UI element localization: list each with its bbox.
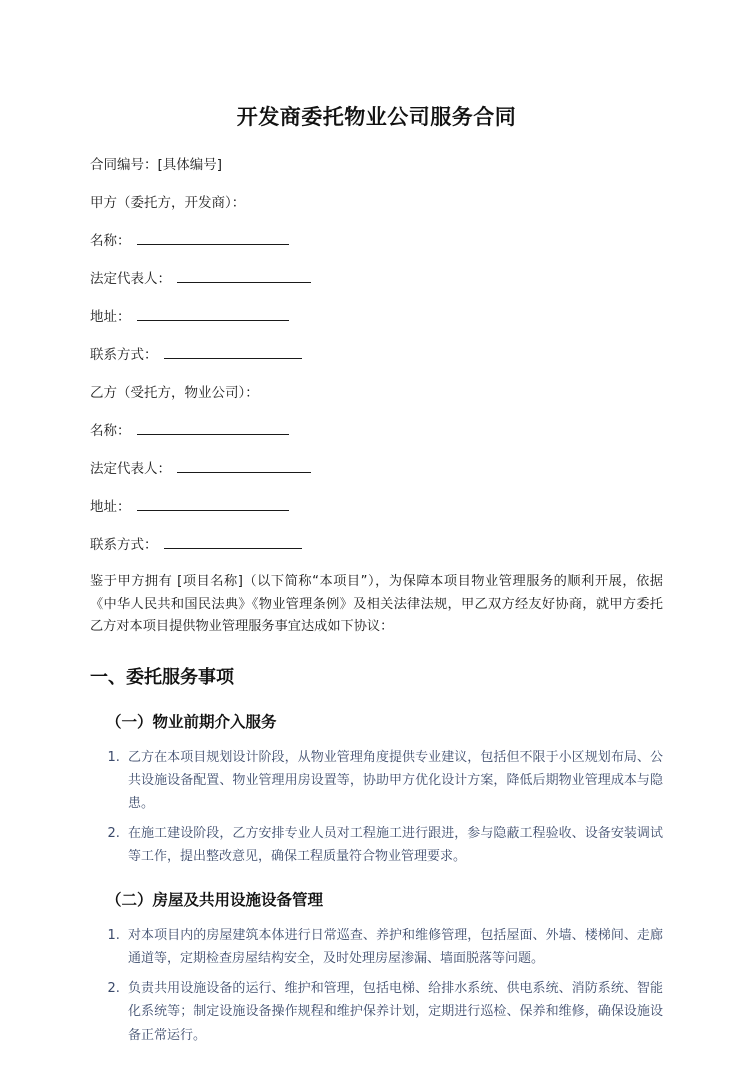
party-a-field-legal-representative: [90, 267, 663, 287]
fill-in-blank[interactable]: [164, 347, 302, 359]
fill-in-blank[interactable]: [137, 423, 289, 435]
page-title: 开发商委托物业公司服务合同: [236, 105, 517, 129]
list-item: 2. 在施工建设阶段，乙方安排专业人员对工程施工进行跟进，参与隐蔽工程验收、设备安装调试等工作，提出整改意见，确保工程质量符合物业管理要求。: [124, 822, 663, 868]
field-label: 名称：: [90, 422, 131, 439]
clause-list-1-2: [90, 924, 663, 1047]
contract-meta-block: [90, 159, 663, 553]
fill-in-blank[interactable]: [177, 461, 311, 473]
party-a-field-name: [90, 229, 663, 249]
party-a-field-address: [90, 305, 663, 325]
field-label: 地址：: [90, 308, 131, 325]
fill-in-blank[interactable]: [164, 537, 302, 549]
list-item: 2. 负责共用设施设备的运行、维护和管理，包括电梯、给排水系统、供电系统、消防系统、智能化系统等；制定设施设备操作规程和维护保养计划，定期进行巡检、保养和维修，确保设施设备正常运行。: [124, 977, 663, 1046]
party-b-field-name: [90, 419, 663, 439]
contract-number-line: 合同编号：[具体编号]: [90, 157, 223, 174]
clause-list-1-1: [90, 746, 663, 869]
field-label: 地址：: [90, 498, 131, 515]
fill-in-blank[interactable]: [137, 233, 289, 245]
party-b-field-legal-representative: [90, 457, 663, 477]
subsection-heading-1-2: （二）房屋及共用设施设备管理: [106, 891, 324, 910]
party-a-heading: 甲方（委托方，开发商）：: [90, 194, 246, 211]
field-label: 联系方式：: [90, 536, 158, 553]
fill-in-blank[interactable]: [137, 309, 289, 321]
fill-in-blank[interactable]: [137, 499, 289, 511]
fill-in-blank[interactable]: [177, 271, 311, 283]
field-label: 法定代表人：: [90, 270, 171, 287]
field-label: 法定代表人：: [90, 460, 171, 477]
list-item: 1. 对本项目内的房屋建筑本体进行日常巡查、养护和维修管理，包括屋面、外墙、楼梯间、走廊通道等，定期检查房屋结构安全，及时处理房屋渗漏、墙面脱落等问题。: [124, 924, 663, 970]
party-b-field-address: [90, 495, 663, 515]
subsection-heading-1-1: （一）物业前期介入服务: [106, 713, 277, 732]
party-a-field-contact: [90, 343, 663, 363]
preamble-paragraph: 鉴于甲方拥有 [项目名称]（以下简称“本项目”），为保障本项目物业管理服务的顺利开展，依据《中华人民共和国民法典》《物业管理条例》及相关法律法规，甲乙双方经友好协商，就甲方委托乙方对本项目提供物业管理服务事宜达成如下协议：: [90, 573, 663, 635]
section-heading-1: 一、委托服务事项: [90, 666, 234, 688]
field-label: 联系方式：: [90, 346, 158, 363]
party-b-field-contact: [90, 533, 663, 553]
field-label: 名称：: [90, 232, 131, 249]
party-b-heading: 乙方（受托方，物业公司）：: [90, 384, 259, 401]
list-item: 1. 乙方在本项目规划设计阶段，从物业管理角度提供专业建议，包括但不限于小区规划布局、公共设施设备配置、物业管理用房设置等，协助甲方优化设计方案，降低后期物业管理成本与隐患。: [124, 746, 663, 815]
